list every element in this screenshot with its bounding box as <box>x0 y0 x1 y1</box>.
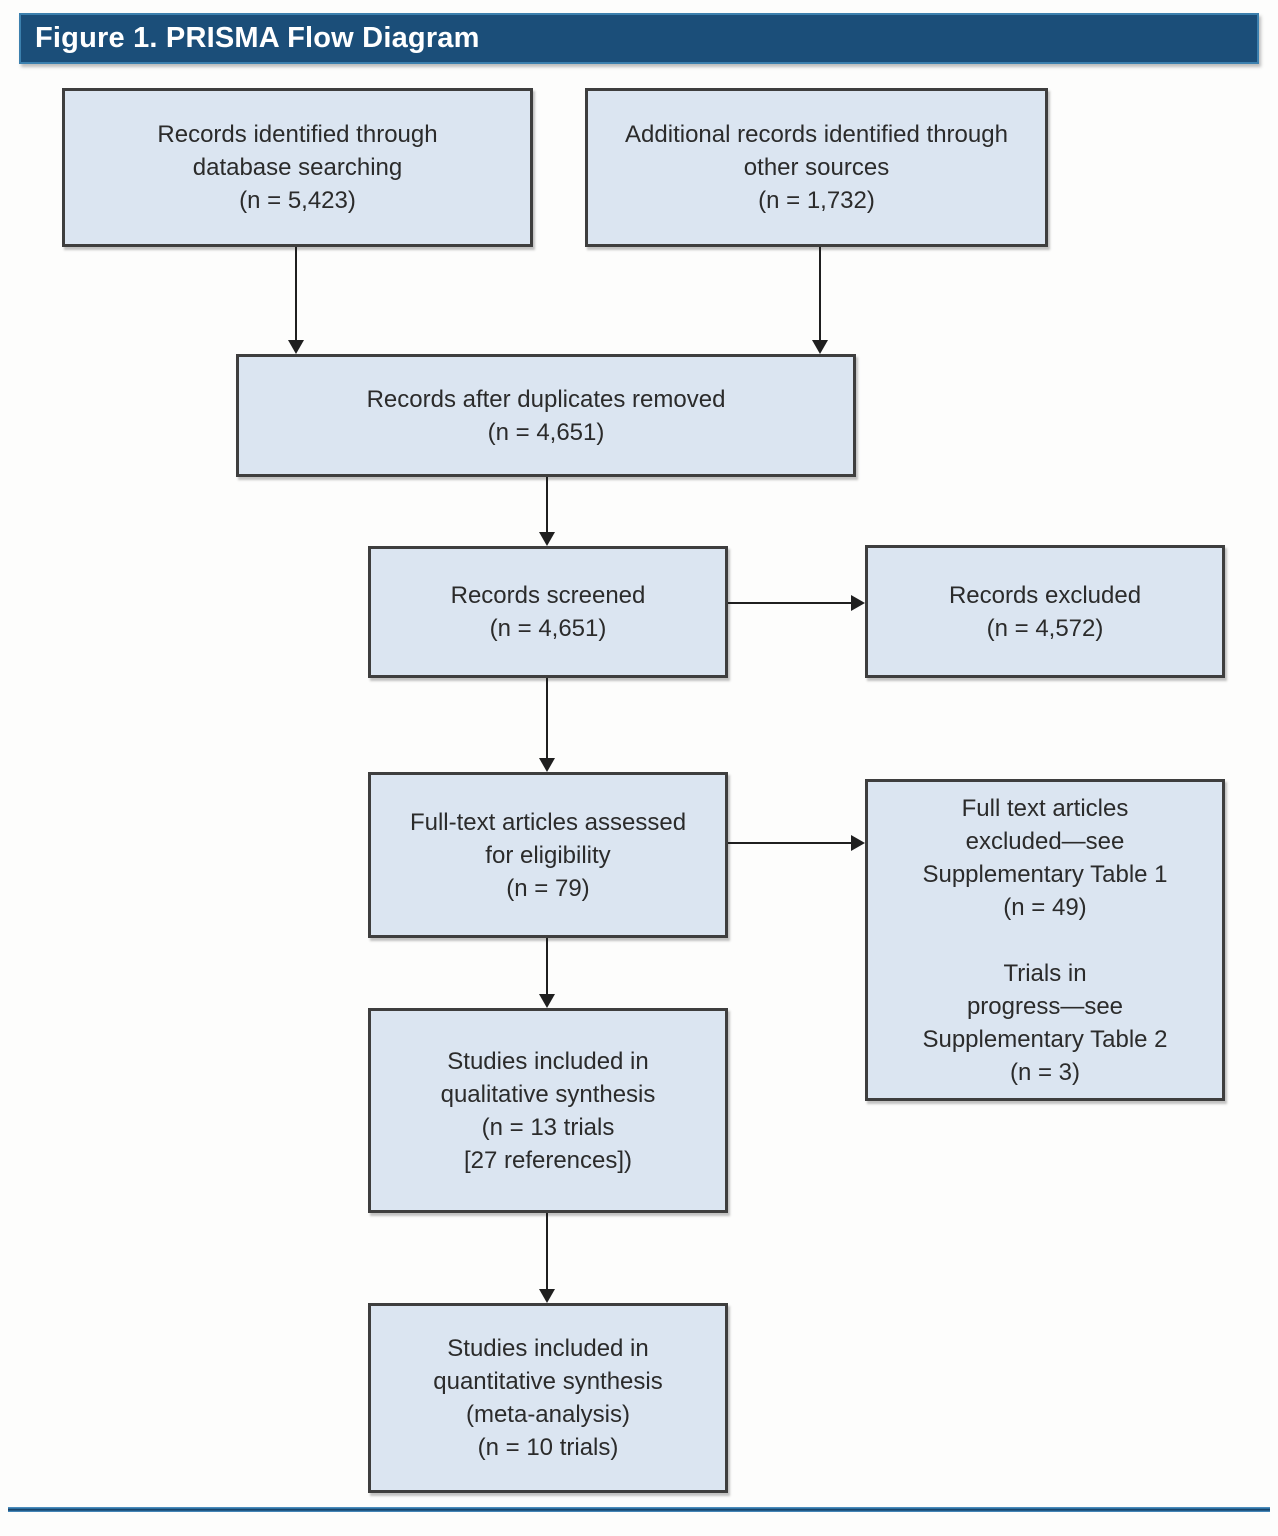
arrow-line <box>295 247 297 341</box>
box-line: (meta-analysis) <box>465 1401 631 1428</box>
box-line: (n = 10 trials) <box>477 1434 619 1461</box>
figure-title-bar <box>19 13 1259 64</box>
arrowhead-right-icon <box>851 595 865 611</box>
box-line: database searching <box>192 154 403 181</box>
box-line: quantitative synthesis <box>433 1368 663 1395</box>
arrowhead-down-icon <box>288 340 304 354</box>
box-line: progress—see <box>966 992 1124 1020</box>
fulltext-excluded-paragraph <box>922 792 1167 924</box>
arrowhead-down-icon <box>539 994 555 1008</box>
box-additional-records <box>585 88 1048 247</box>
box-line: Records identified through <box>157 121 438 148</box>
box-line: (n = 79) <box>506 874 590 902</box>
trials-in-progress-paragraph <box>922 957 1167 1089</box>
arrowhead-down-icon <box>539 532 555 546</box>
arrow-line <box>546 678 548 759</box>
arrow-line <box>546 477 548 533</box>
arrowhead-down-icon <box>539 758 555 772</box>
bottom-rule <box>8 1507 1270 1512</box>
box-line: (n = 4,572) <box>986 614 1104 642</box>
box-qualitative-synthesis <box>368 1008 728 1213</box>
box-line: (n = 1,732) <box>758 187 875 214</box>
box-line: (n = 4,651) <box>489 615 607 642</box>
box-duplicates-removed <box>236 354 856 477</box>
box-line: Studies included in <box>447 1047 649 1075</box>
box-line: (n = 4,651) <box>487 418 605 446</box>
box-fulltext-excluded <box>865 779 1225 1101</box>
box-records-excluded <box>865 545 1225 678</box>
box-records-identified <box>62 88 533 247</box>
arrow-line <box>728 602 852 604</box>
box-line: Records after duplicates removed <box>366 385 726 413</box>
arrow-line <box>546 1213 548 1290</box>
arrowhead-right-icon <box>851 835 865 851</box>
box-line: Additional records identified through <box>625 121 1008 148</box>
box-line: (n = 5,423) <box>239 187 356 214</box>
box-line: qualitative synthesis <box>440 1080 656 1108</box>
box-line: Supplementary Table 1 <box>922 860 1168 888</box>
box-line: for eligibility <box>485 841 611 869</box>
box-line: [27 references]) <box>463 1146 633 1174</box>
arrow-line <box>728 842 852 844</box>
box-fulltext-assessed <box>368 772 728 938</box>
arrowhead-down-icon <box>812 340 828 354</box>
box-line: Full-text articles assessed <box>409 808 687 836</box>
box-quantitative-synthesis <box>368 1303 728 1493</box>
box-line: (n = 49) <box>1003 893 1087 921</box>
box-records-screened <box>368 546 728 678</box>
box-line: Full text articles <box>961 794 1129 822</box>
arrow-line <box>546 938 548 995</box>
box-line: Records excluded <box>948 581 1142 609</box>
box-line: other sources <box>743 154 890 181</box>
box-line: excluded—see <box>965 827 1125 855</box>
arrowhead-down-icon <box>539 1289 555 1303</box>
arrow-line <box>819 247 821 341</box>
box-line: (n = 3) <box>1009 1058 1081 1086</box>
figure-title: Figure 1. PRISMA Flow Diagram <box>35 22 480 54</box>
box-line: Trials in <box>1003 959 1087 987</box>
box-line: Records screened <box>450 582 646 609</box>
box-line: (n = 13 trials <box>481 1113 615 1141</box>
box-line: Studies included in <box>447 1335 649 1362</box>
box-line: Supplementary Table 2 <box>922 1025 1168 1053</box>
